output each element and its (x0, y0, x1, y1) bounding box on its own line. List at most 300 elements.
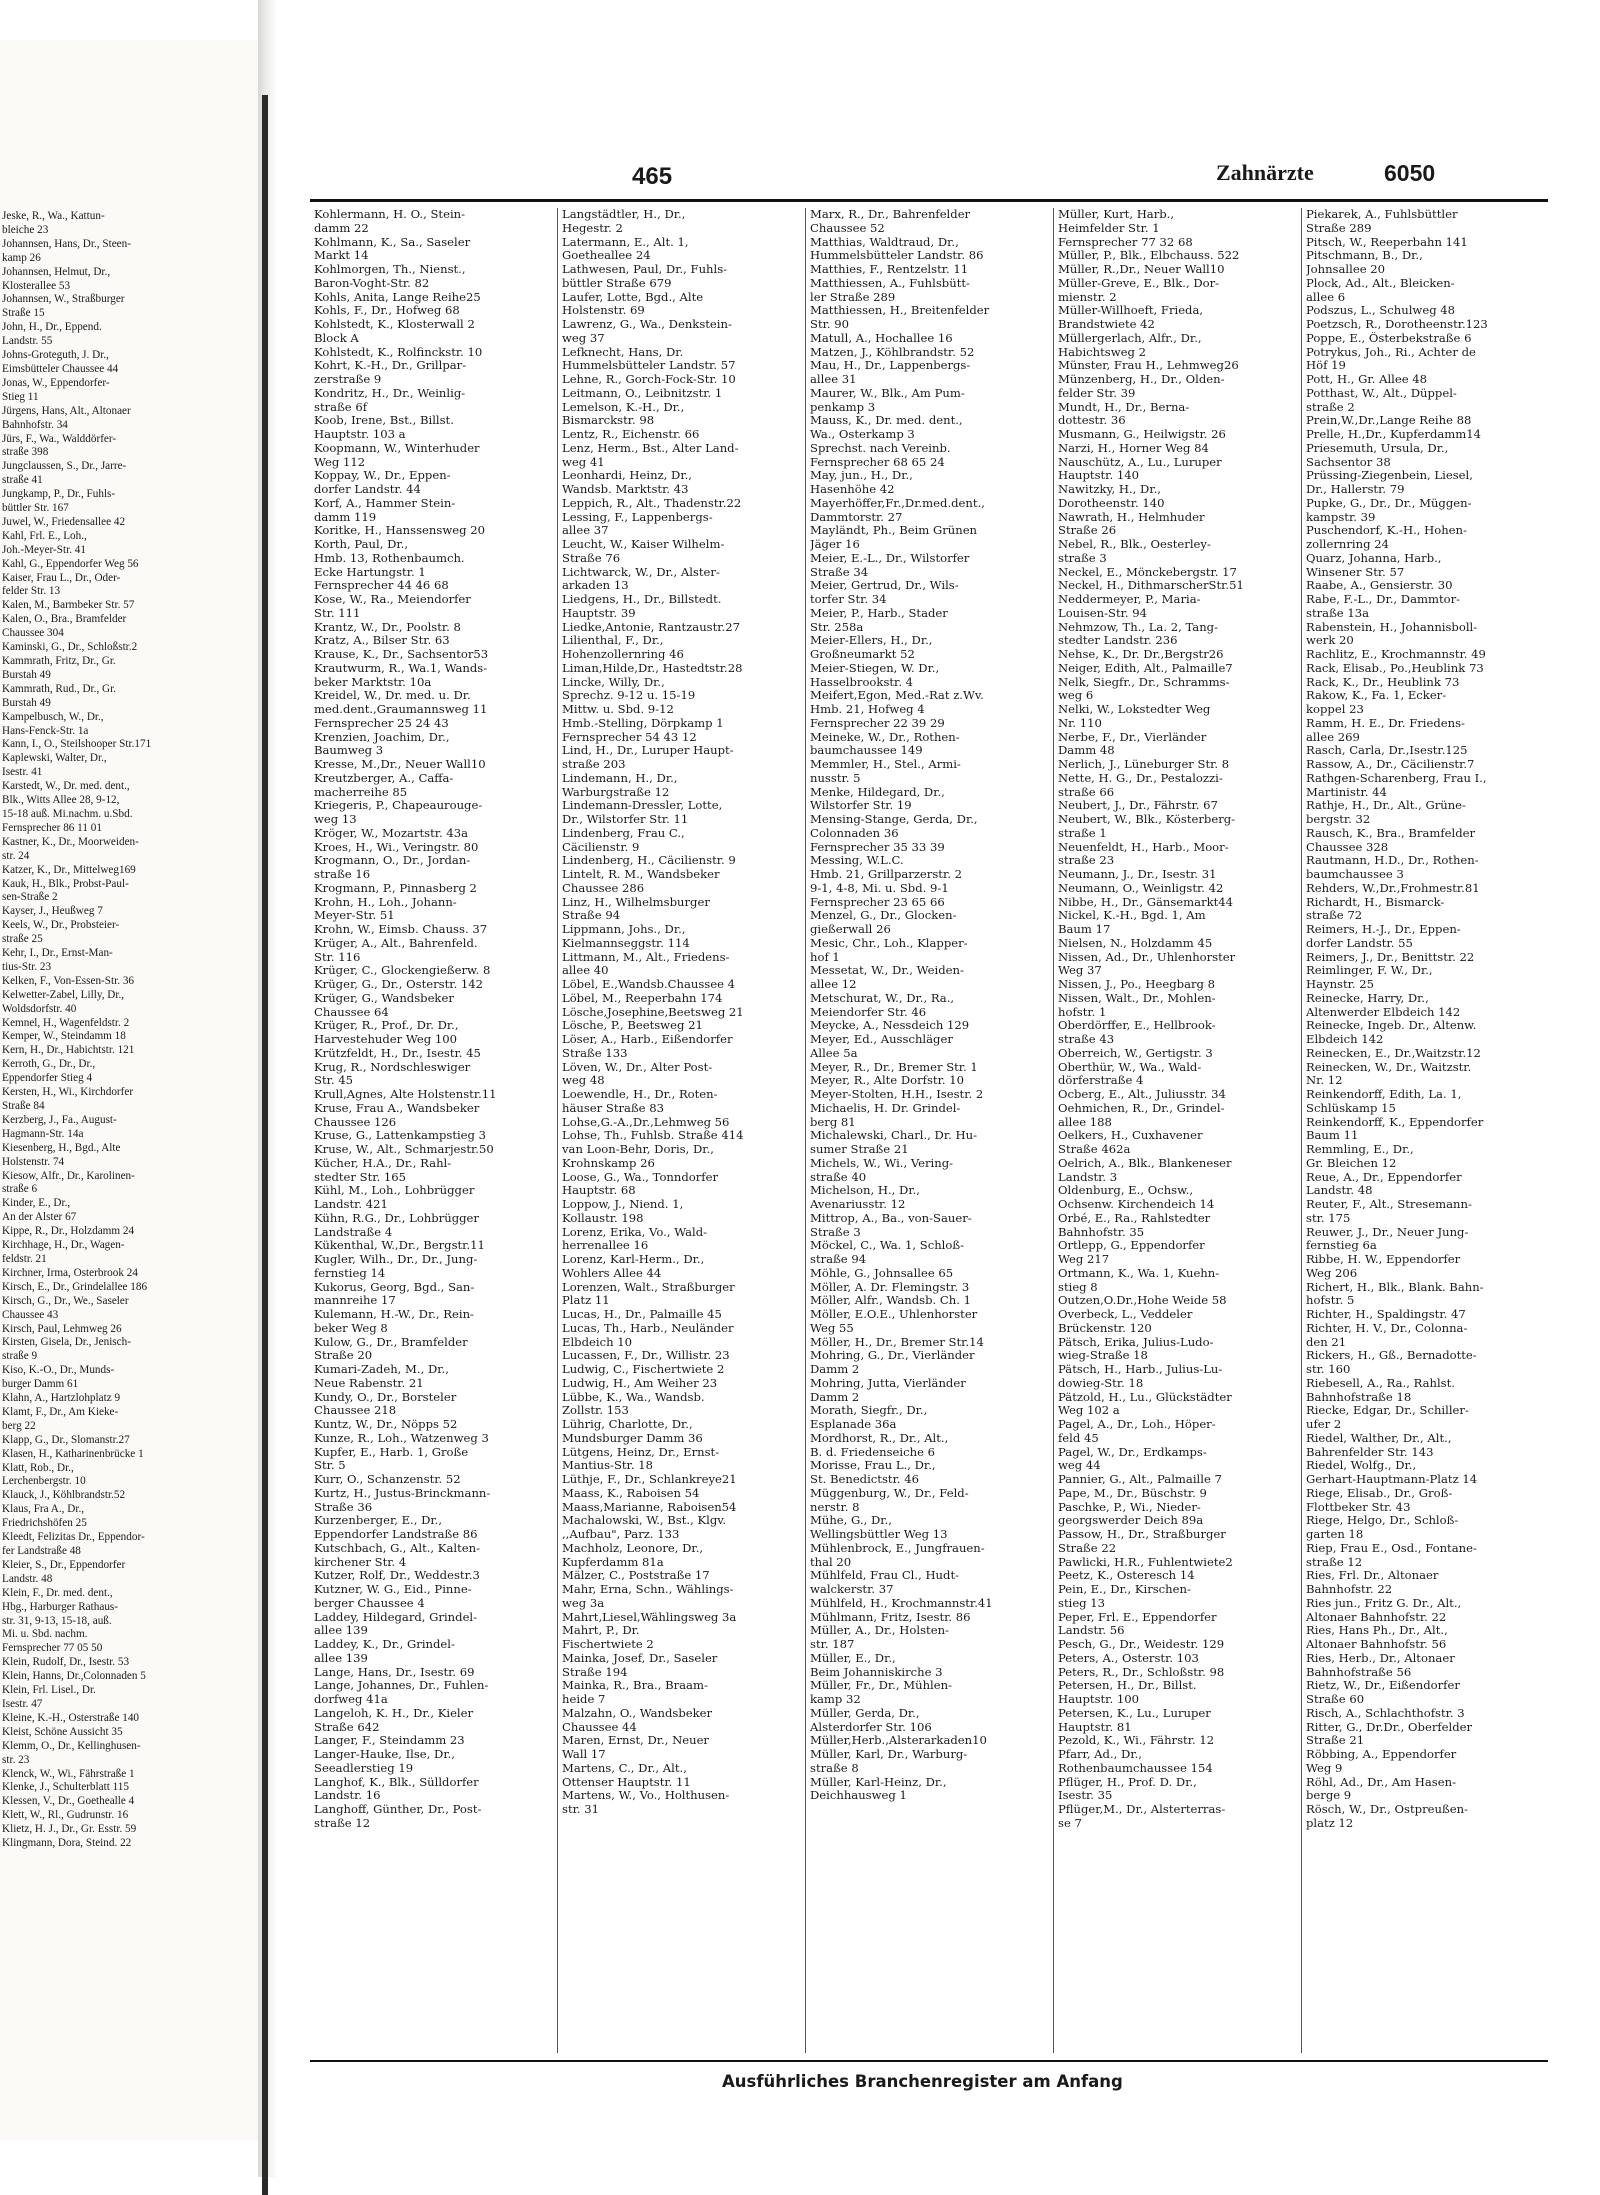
directory-entry-line: Reinecke, Harry, Dr., (1306, 991, 1429, 1005)
directory-entry-line: Prelle, H.,Dr., Kupferdamm14 (1306, 428, 1482, 441)
directory-entry-line: Michels, W., Wi., Vering- (810, 1156, 954, 1170)
directory-entry-line: Straße 15 (2, 307, 45, 320)
directory-entry-line: Weg 102 a (1058, 1404, 1120, 1418)
directory-entry-line: Lindenberg, Frau C., (562, 826, 685, 840)
directory-entry-line: Kirchner, Irma, Osterbrook 24 (2, 1266, 138, 1279)
column-4 (1054, 208, 1302, 2053)
directory-entry-line: Klein, Rudolf, Dr., Isestr. 53 (2, 1656, 130, 1669)
directory-entry-line: Kücher, H.A., Dr., Rahl- (314, 1156, 452, 1170)
directory-entry-line: Kammrath, Fritz, Dr., Gr. (2, 655, 116, 667)
directory-entry-line: Klessen, V., Dr., Goethealle 4 (2, 1795, 135, 1808)
directory-entry-line: Klemm, O., Dr., Kellinghusen- (2, 1739, 141, 1752)
directory-entry-line: Koob, Irene, Bst., Billst. (314, 414, 454, 428)
directory-entry-line: Lindemann, H., Dr., (562, 771, 678, 785)
directory-entry-line: Pflüger,M., Dr., Alsterterras- (1058, 1803, 1226, 1816)
directory-entry-line: Machholz, Leonore, Dr., (562, 1541, 704, 1555)
directory-entry-line: John, H., Dr., Eppend. (2, 321, 102, 334)
directory-entry-line: Lüthje, F., Dr., Schlankreye21 (562, 1473, 737, 1486)
directory-entry-line: Möller, A. Dr. Flemingstr. 3 (810, 1280, 970, 1294)
directory-entry-line: Beim Johanniskirche 3 (810, 1665, 943, 1679)
directory-entry-line: straße 41 (2, 474, 43, 487)
directory-entry-line: Kleine, K.-H., Osterstraße 140 (2, 1711, 140, 1724)
directory-entry-line: Ries jun., Fritz G. Dr., Alt., (1306, 1596, 1462, 1610)
directory-entry-line: kamp 32 (810, 1693, 861, 1706)
directory-entry-line: Kahl, Frl. E., Loh., (2, 529, 87, 542)
directory-entry-line: Matthiessen, H., Breitenfelder (810, 304, 990, 318)
directory-entry-line: allee 269 (1306, 730, 1360, 744)
directory-entry-line: Rabenstein, H., Johannisboll- (1306, 620, 1478, 634)
directory-entry-line: Dr., Hallerstr. 79 (1306, 483, 1405, 496)
directory-entry-line: allee 12 (810, 978, 857, 991)
directory-entry-line: Lütgens, Heinz, Dr., Ernst- (562, 1445, 720, 1459)
directory-entry-line: Plock, Ad., Alt., Bleicken- (1306, 276, 1455, 290)
directory-entry-line: Prüssing-Ziegenbein, Liesel, (1306, 469, 1473, 483)
directory-entry-line: Kiesenberg, H., Bgd., Alte (2, 1141, 121, 1154)
directory-entry-line: Goetheallee 24 (562, 249, 651, 263)
directory-entry-line: Linz, H., Wilhelmsburger (562, 895, 710, 909)
directory-entry-line: Kreutzberger, A., Caffa- (314, 771, 454, 785)
directory-entry-line: Peters, A., Osterstr. 103 (1058, 1651, 1199, 1665)
directory-entry-line: Müller, P., Blk., Elbchauss. 522 (1058, 249, 1240, 263)
directory-entry-line: Fernsprecher 22 39 29 (810, 716, 945, 730)
directory-entry-line: Krause, K., Dr., Sachsentor53 (314, 648, 489, 661)
directory-entry-line: Meineke, W., Dr., Rothen- (810, 730, 960, 744)
directory-entry-line: Rothenbaumchaussee 154 (1058, 1761, 1213, 1775)
directory-columns (310, 208, 1550, 2053)
directory-entry-line: Landstr. 3 (1058, 1170, 1118, 1184)
directory-entry-line: Laddey, K., Dr., Grindel- (314, 1638, 455, 1651)
directory-entry-line: Klaus, Fra A., Dr., (2, 1503, 85, 1516)
directory-entry-line: Maurer, W., Blk., Am Pum- (810, 386, 965, 400)
directory-entry-line: Dorotheenstr. 140 (1058, 496, 1165, 510)
directory-entry-line: Wandsb. Marktstr. 43 (562, 483, 689, 496)
directory-entry-line: Damm 2 (810, 1390, 860, 1404)
directory-entry-line: Gerhart-Hauptmann-Platz 14 (1306, 1473, 1478, 1486)
directory-entry-line: Lindemann-Dressler, Lotte, (562, 799, 723, 813)
directory-entry-line: Matthiessen, A., Fuhlsbütt- (810, 276, 970, 290)
directory-entry-line: Müller, E., Dr., (810, 1651, 896, 1665)
directory-entry-line: Rehders, W.,Dr.,Frohmestr.81 (1306, 881, 1480, 895)
page-number: 465 (632, 163, 673, 190)
directory-entry-line: Leppich, R., Alt., Thadenstr.22 (562, 496, 742, 510)
directory-entry-line: Hauptstr. 103 a (314, 428, 406, 441)
directory-entry-line: sen-Straße 2 (2, 891, 58, 904)
directory-entry-line: Klamt, F., Dr., Am Kieke- (2, 1405, 119, 1418)
directory-entry-line: Wilstorfer Str. 19 (810, 799, 912, 813)
directory-entry-line: Müller, Karl, Dr., Warburg- (810, 1748, 968, 1761)
directory-entry-line: Klosterallee 53 (2, 279, 71, 292)
directory-entry-line: May, jun., H., Dr., (810, 469, 913, 483)
directory-entry-line: straße 23 (1058, 854, 1115, 868)
directory-entry-line: Mühlfeld, H., Krochmannstr.41 (810, 1596, 993, 1610)
directory-entry-line: Kutzer, Rolf, Dr., Weddestr.3 (314, 1569, 480, 1583)
directory-entry-line: Meier, E.-L., Dr., Wilstorfer (810, 551, 970, 565)
directory-entry-line: Krogmann, P., Pinnasberg 2 (314, 881, 477, 895)
directory-entry-line: hof 1 (810, 950, 840, 964)
directory-entry-line: Straße 194 (562, 1665, 628, 1679)
directory-entry-line: Liedke,Antonie, Rantzaustr.27 (562, 620, 740, 634)
directory-entry-line: Maren, Ernst, Dr., Neuer (562, 1734, 709, 1748)
directory-entry-line: Pätzold, H., Lu., Glückstädter (1058, 1390, 1232, 1404)
directory-entry-line: Burstah 49 (2, 696, 51, 709)
directory-entry-line: Jürgens, Hans, Alt., Altonaer (2, 404, 131, 417)
directory-entry-line: Karstedt, W., Dr. med. dent., (2, 780, 130, 793)
left-facing-page (0, 40, 262, 2140)
directory-entry-line: Kohlermann, H. O., Stein- (314, 208, 466, 221)
directory-entry-line: Nr. 110 (1058, 716, 1102, 730)
directory-entry-line: Peetz, K., Osteresch 14 (1058, 1569, 1195, 1583)
directory-entry-line: Krohn, W., Eimsb. Chauss. 37 (314, 923, 488, 936)
directory-entry-line: Kohlmorgen, Th., Nienst., (314, 263, 466, 276)
directory-entry-line: Friedrichshöfen 25 (2, 1517, 87, 1530)
page-code: 6050 (1384, 160, 1436, 186)
directory-entry-line: Mahrt,Liesel,Wählingsweg 3a (562, 1610, 737, 1624)
directory-entry-line: Rickers, H., Gß., Bernadotte- (1306, 1349, 1477, 1363)
directory-entry-line: Ecke Hartungstr. 1 (314, 565, 426, 579)
directory-entry-line: Löbel, M., Reeperbahn 174 (562, 991, 723, 1005)
directory-entry-line: Chaussee 43 (2, 1308, 59, 1321)
directory-entry-line: Jungclaussen, S., Dr., Jarre- (2, 460, 127, 473)
directory-entry-line: Kose, W., Ra., Meiendorfer (314, 593, 471, 606)
directory-entry-line: Riedel, Walther, Dr., Alt., (1306, 1431, 1452, 1445)
directory-entry-line: Altonaer Bahnhofstr. 56 (1306, 1638, 1447, 1651)
directory-entry-line: Ochsenw. Kirchendeich 14 (1058, 1198, 1215, 1211)
directory-entry-line: Müggenburg, W., Dr., Feld- (810, 1486, 969, 1500)
directory-entry-line: Straße 642 (314, 1720, 380, 1734)
directory-entry-line: Mundsburger Damm 36 (562, 1431, 703, 1445)
directory-entry-line: Lintelt, R. M., Wandsbeker (562, 868, 720, 881)
directory-entry-line: Müller, Gerda, Dr., (810, 1706, 920, 1720)
directory-entry-line: Röhl, Ad., Dr., Am Hasen- (1306, 1775, 1456, 1789)
directory-entry-line: Hbg., Harburger Rathaus- (2, 1600, 118, 1613)
directory-entry-line: ,,Aufbau", Parz. 133 (562, 1528, 680, 1541)
directory-entry-line: Klasen, H., Katharinenbrücke 1 (2, 1447, 144, 1460)
directory-entry-line: Marx, R., Dr., Bahrenfelder (810, 208, 971, 221)
directory-entry-line: Pezold, K., Wi., Fährstr. 12 (1058, 1734, 1215, 1748)
directory-entry-line: Langhoff, Günther, Dr., Post- (314, 1803, 482, 1816)
directory-entry-line: Podszus, L., Schulweg 48 (1306, 304, 1456, 318)
directory-entry-line: Mühlmann, Fritz, Isestr. 86 (810, 1610, 971, 1624)
directory-entry-line: Möhle, G., Johnsallee 65 (810, 1266, 954, 1280)
directory-entry-line: Wellingsbüttler Weg 13 (810, 1528, 948, 1541)
directory-entry-line: Chaussee 328 (1306, 840, 1389, 854)
page-edge-shadow (262, 95, 268, 2195)
directory-entry-line: Pflüger, H., Prof. D. Dr., (1058, 1775, 1197, 1789)
directory-entry-line: Richter, H., Spaldingstr. 47 (1306, 1308, 1466, 1321)
directory-entry-line: Krüger, C., Glockengießerw. 8 (314, 964, 491, 978)
directory-entry-line: Mühlenbrock, E., Jungfrauen- (810, 1541, 985, 1555)
directory-entry-line: Rack, K., Dr., Heublink 73 (1306, 675, 1460, 689)
directory-entry-line: stieg 13 (1058, 1596, 1106, 1610)
directory-entry-line: Machalowski, W., Bst., Klgv. (562, 1514, 727, 1528)
directory-entry-line: 15-18 auß. Mi.nachm. u.Sbd. (2, 807, 133, 820)
directory-entry-line: Neddermeyer, P., Maria- (1058, 593, 1201, 606)
directory-entry-line: Hummelsbütteler Landstr. 57 (562, 359, 736, 373)
directory-entry-line: Haynstr. 25 (1306, 978, 1375, 991)
directory-entry-line: Müller, A., Dr., Holsten- (810, 1624, 949, 1638)
directory-entry-line: Michaelis, H. Dr. Grindel- (810, 1101, 961, 1115)
directory-entry-line: Krantz, W., Dr., Poolstr. 8 (314, 620, 461, 634)
directory-entry-line: baumchaussee 149 (810, 744, 923, 758)
directory-entry-line: Kohlmann, K., Sa., Saseler (314, 235, 471, 249)
directory-entry-line: Mahrt, P., Dr. (562, 1624, 640, 1638)
directory-entry-line: Hauptstr. 81 (1058, 1720, 1132, 1734)
directory-entry-line: Mantius-Str. 18 (562, 1459, 653, 1473)
directory-entry-line: Kelken, F., Von-Essen-Str. 36 (2, 974, 135, 987)
directory-entry-line: Orbé, E., Ra., Rahlstedter (1058, 1211, 1211, 1225)
directory-entry-line: Lefknecht, Hans, Dr. (562, 345, 684, 359)
directory-entry-line: Nehse, K., Dr. Dr.,Bergstr26 (1058, 648, 1224, 661)
directory-entry-line: Morisse, Frau L., Dr., (810, 1459, 936, 1473)
directory-entry-line: Meyer, Ed., Ausschläger (810, 1033, 953, 1046)
directory-entry-line: Markt 14 (314, 249, 369, 263)
directory-entry-line: sumer Straße 21 (810, 1143, 909, 1156)
directory-entry-line: Isestr. 41 (2, 766, 43, 779)
directory-entry-line: Metschurat, W., Dr., Ra., (810, 991, 955, 1005)
directory-entry-line: Neumann, J., Dr., Isestr. 31 (1058, 868, 1217, 881)
directory-entry-line: Fernsprecher 86 11 01 (2, 821, 102, 834)
directory-entry-line: Block A (314, 331, 359, 345)
directory-entry-line: Hegestr. 2 (562, 221, 623, 235)
directory-entry-line: se 7 (1058, 1816, 1082, 1830)
directory-entry-line: Chaussee 52 (810, 221, 885, 235)
directory-entry-line: Hauptstr. 140 (1058, 469, 1139, 483)
directory-entry-line: Zollstr. 153 (562, 1404, 629, 1418)
directory-entry-line: Hauptstr. 68 (562, 1184, 636, 1198)
directory-entry-line: Müller-Willhoeft, Frieda, (1058, 304, 1204, 318)
directory-entry-line: Colonnaden 36 (810, 826, 899, 840)
directory-entry-line: beker Marktstr. 10a (314, 675, 432, 689)
directory-entry-line: Landstr. 56 (1058, 1624, 1125, 1638)
directory-entry-line: Mi. u. Sbd. nachm. (2, 1628, 88, 1641)
directory-entry-line: Kippe, R., Dr., Holzdamm 24 (2, 1225, 135, 1238)
directory-entry-line: Klahn, A., Hartzlohplatz 9 (2, 1392, 121, 1405)
directory-entry-line: Reuter, F., Alt., Stresemann- (1306, 1198, 1472, 1211)
directory-entry-line: gießerwall 26 (810, 923, 891, 936)
directory-entry-line: Elbdeich 10 (562, 1335, 632, 1349)
directory-entry-line: Seeadlerstieg 19 (314, 1761, 414, 1775)
directory-entry-line: Landstr. 48 (1306, 1184, 1373, 1198)
directory-entry-line: St. Benedictstr. 46 (810, 1473, 919, 1486)
directory-entry-line: Rausch, K., Bra., Bramfelder (1306, 826, 1476, 840)
directory-entry-line: Loose, G., Wa., Tonndorfer (562, 1170, 719, 1184)
directory-entry-line: Mohring, Jutta, Vierländer (810, 1376, 966, 1390)
directory-entry-line: Laddey, Hildegard, Grindel- (314, 1610, 478, 1624)
directory-entry-line: str. 187 (810, 1638, 855, 1651)
directory-entry-line: dowieg-Str. 18 (1058, 1376, 1144, 1390)
directory-entry-line: Avenariusstr. 12 (810, 1198, 906, 1211)
directory-entry-line: Nr. 12 (1306, 1074, 1343, 1088)
directory-entry-line: garten 18 (1306, 1528, 1364, 1541)
directory-entry-line: straße 43 (1058, 1033, 1115, 1046)
directory-entry-line: torfer Str. 34 (810, 593, 887, 606)
footer-rule (310, 2060, 1548, 2062)
directory-entry-line: Klein, Hanns, Dr.,Colonnaden 5 (2, 1670, 146, 1683)
directory-entry-line: Landstraße 4 (314, 1225, 393, 1239)
directory-entry-line: Isestr. 35 (1058, 1789, 1113, 1803)
directory-entry-line: kirchener Str. 4 (314, 1555, 407, 1569)
directory-entry-line: straße 203 (562, 758, 626, 771)
directory-entry-line: Straße 21 (1306, 1734, 1365, 1748)
directory-entry-line: Leonhardi, Heinz, Dr., (562, 469, 692, 483)
directory-entry-line: Kohlstedt, K., Klosterwall 2 (314, 318, 475, 331)
directory-entry-line: Bahnhofstr. 35 (1058, 1225, 1145, 1239)
directory-entry-line: Kohlstedt, K., Rolfinckstr. 10 (314, 345, 483, 359)
directory-entry-line: Kurtz, H., Justus-Brinckmann- (314, 1486, 491, 1500)
directory-entry-line: Hans-Fenck-Str. 1a (2, 724, 89, 737)
directory-entry-line: Kelwetter-Zabel, Lilly, Dr., (2, 988, 125, 1001)
directory-entry-line: Lucas, Th., Harb., Neuländer (562, 1321, 734, 1335)
directory-entry-line: Riebesell, A., Ra., Rahlst. (1306, 1376, 1455, 1390)
directory-entry-line: Müller, Fr., Dr., Mühlen- (810, 1679, 952, 1693)
directory-entry-line: Lippmann, Johs., Dr., (562, 923, 686, 936)
directory-entry-line: Hmb. 13, Rothenbaumch. (314, 551, 465, 565)
directory-entry-line: Fernsprecher 23 65 66 (810, 895, 945, 909)
directory-entry-line: Heimfelder Str. 1 (1058, 221, 1160, 235)
directory-entry-line: Krohn, H., Loh., Johann- (314, 895, 457, 909)
directory-entry-line: Mesic, Chr., Loh., Klapper- (810, 936, 968, 950)
directory-entry-line: Kollaustr. 198 (562, 1211, 644, 1225)
directory-entry-line: straße 66 (1058, 785, 1115, 799)
directory-entry-line: Nibbe, H., Dr., Gänsemarkt44 (1058, 895, 1234, 909)
directory-entry-line: Fernsprecher 44 46 68 (314, 579, 449, 593)
directory-entry-line: Meifert,Egon, Med.-Rat z.Wv. (810, 689, 984, 703)
directory-entry-line: Sprechst. nach Vereinb. (810, 441, 951, 455)
directory-entry-line: Reinecken, W., Dr., Waitzstr. (1306, 1060, 1472, 1074)
directory-entry-line: Landstr. 421 (314, 1198, 388, 1211)
directory-entry-line: büttler Straße 679 (562, 276, 672, 290)
directory-entry-line: walckerstr. 37 (810, 1583, 894, 1596)
directory-entry-line: Bahrenfelder Str. 143 (1306, 1445, 1434, 1459)
directory-entry-line: Menke, Hildegard, Dr., (810, 785, 945, 799)
directory-entry-line: Poppe, E., Österbekstraße 6 (1306, 331, 1472, 345)
directory-entry-line: Weg 55 (810, 1321, 854, 1335)
directory-entry-line: bleiche 23 (2, 223, 49, 236)
directory-entry-line: Rösch, W., Dr., Ostpreußen- (1306, 1803, 1468, 1816)
directory-entry-line: Straße 289 (1306, 221, 1372, 235)
directory-entry-line: Littmann, M., Alt., Friedens- (562, 950, 730, 964)
directory-entry-line: Reinkendorff, K., Eppendorfer (1306, 1115, 1484, 1129)
directory-entry-line: Jürs, F., Wa., Walddörfer- (2, 432, 117, 445)
directory-entry-line: Kerroth, G., Dr., Dr., (2, 1058, 96, 1071)
directory-entry-line: Kulemann, H.-W., Dr., Rein- (314, 1308, 474, 1321)
directory-entry-line: Isestr. 47 (2, 1697, 43, 1710)
directory-entry-line: herrenallee 16 (562, 1239, 649, 1253)
directory-entry-line: Latermann, E., Alt. 1, (562, 235, 689, 249)
directory-entry-line: Neubert, J., Dr., Fährstr. 67 (1058, 799, 1218, 813)
directory-entry-line: Krüger, G., Wandsbeker (314, 991, 454, 1005)
directory-entry-line: Kulow, G., Dr., Bramfelder (314, 1335, 468, 1349)
directory-entry-line: Mittw. u. Sbd. 9-12 (562, 703, 674, 716)
directory-entry-line: Menzel, G., Dr., Glocken- (810, 909, 957, 923)
directory-entry-line: Sprechz. 9-12 u. 15-19 (562, 689, 696, 703)
directory-entry-line: Liman,Hilde,Dr., Hastedtstr.28 (562, 661, 743, 675)
directory-entry-line: Pagel, A., Dr., Loh., Höper- (1058, 1418, 1216, 1431)
directory-entry-line: stedter Landstr. 236 (1058, 634, 1178, 648)
directory-entry-line: Hummelsbütteler Landstr. 86 (810, 249, 984, 263)
directory-entry-line: Lorenz, Karl-Herm., Dr., (562, 1253, 705, 1266)
directory-entry-line: str. 31, 9-13, 15-18, auß. (2, 1614, 112, 1627)
directory-entry-line: Peper, Frl. E., Eppendorfer (1058, 1610, 1217, 1624)
directory-entry-line: Warburgstraße 12 (562, 785, 670, 799)
directory-entry-line: straße 72 (1306, 909, 1363, 923)
directory-entry-line: Krüger, A., Alt., Bahrenfeld. (314, 936, 478, 950)
directory-entry-line: Kammrath, Rud., Dr., Gr. (2, 682, 117, 695)
directory-entry-line: allee 31 (810, 373, 857, 386)
directory-entry-line: Kinder, E., Dr., (2, 1197, 71, 1210)
directory-entry-line: Lorenzen, Walt., Straßburger (562, 1280, 735, 1294)
directory-entry-line: Kleist, Schöne Aussicht 35 (2, 1725, 123, 1738)
directory-entry-line: Poetzsch, R., Dorotheenstr.123 (1306, 318, 1488, 331)
directory-entry-line: Straße 76 (562, 551, 621, 565)
directory-entry-line: werk 20 (1306, 634, 1354, 648)
directory-entry-line: Kurzenberger, E., Dr., (314, 1514, 443, 1528)
directory-entry-line: Keels, W., Dr., Probsteier- (2, 919, 120, 932)
directory-entry-line: Puschendorf, K.-H., Hohen- (1306, 524, 1467, 538)
directory-entry-line: Leucht, W., Kaiser Wilhelm- (562, 538, 725, 551)
directory-entry-line: mienstr. 2 (1058, 290, 1117, 304)
column-1 (310, 208, 558, 2053)
directory-entry-line: allee 139 (314, 1624, 368, 1638)
directory-entry-line: beker Weg 8 (314, 1321, 388, 1335)
directory-entry-line: Kaminski, G., Dr., Schloßstr.2 (2, 641, 138, 654)
directory-entry-line: Neckel, H., DithmarscherStr.51 (1058, 579, 1244, 593)
directory-entry-line: Raabe, A., Gensierstr. 30 (1306, 579, 1453, 593)
directory-entry-line: Holstenstr. 74 (2, 1155, 65, 1168)
directory-entry-line: Weg 206 (1306, 1266, 1358, 1280)
directory-entry-line: fernstieg 6a (1306, 1239, 1377, 1253)
directory-entry-line: felder Str. 39 (1058, 386, 1136, 400)
directory-entry-line: penkamp 3 (810, 400, 876, 414)
directory-entry-line: dottestr. 36 (1058, 414, 1126, 428)
directory-entry-line: Loppow, J., Niend. 1, (562, 1198, 684, 1211)
directory-entry-line: Hmb. 21, Grillparzerstr. 2 (810, 868, 962, 881)
directory-entry-line: Straße 133 (562, 1046, 628, 1060)
directory-entry-line: fernstieg 14 (314, 1266, 386, 1280)
directory-entry-line: Piekarek, A., Fuhlsbüttler (1306, 208, 1458, 221)
directory-entry-line: Hauptstr. 100 (1058, 1693, 1139, 1706)
directory-entry-line: Ludwig, H., Am Weiher 23 (562, 1376, 718, 1390)
directory-entry-line: Platz 11 (562, 1294, 610, 1308)
directory-entry-line: Paschke, P., Wi., Nieder- (1058, 1500, 1201, 1514)
directory-entry-line: Musmann, G., Heilwigstr. 26 (1058, 428, 1226, 441)
directory-entry-line: Reimers, H.-J., Dr., Eppen- (1306, 923, 1461, 936)
directory-entry-line: Harvestehuder Weg 100 (314, 1033, 457, 1046)
directory-entry-line: Meier-Ellers, H., Dr., (810, 634, 933, 648)
directory-entry-line: Malzahn, O., Wandsbeker (562, 1706, 713, 1720)
directory-entry-line: Mahr, Erna, Schn., Wählings- (562, 1583, 734, 1596)
directory-entry-line: Mälzer, C., Poststraße 17 (562, 1569, 710, 1583)
directory-entry-line: straße 3 (1058, 551, 1107, 565)
directory-entry-line: Hmb.-Stelling, Dörpkamp 1 (562, 716, 724, 730)
directory-entry-line: Str. 258a (810, 620, 864, 634)
directory-entry-line: Müller-Greve, E., Blk., Dor- (1058, 276, 1220, 290)
directory-entry-line: berg 81 (810, 1115, 856, 1129)
directory-entry-line: str. 23 (2, 1753, 30, 1766)
directory-entry-line: Kurr, O., Schanzenstr. 52 (314, 1473, 461, 1486)
column-3 (806, 208, 1054, 2053)
directory-entry-line: Potrykus, Joh., Ri., Achter de (1306, 345, 1476, 359)
directory-entry-line: Meier, Gertrud, Dr., Wils- (810, 579, 959, 593)
directory-entry-line: Klein, F., Dr. med. dent., (2, 1586, 113, 1599)
directory-entry-line: Ribbe, H. W., Eppendorfer (1306, 1253, 1461, 1266)
directory-entry-line: Weg 217 (1058, 1253, 1110, 1266)
directory-entry-line: Memmler, H., Stel., Armi- (810, 758, 961, 771)
directory-entry-line: felder Str. 13 (2, 585, 61, 598)
directory-entry-line: Nauschütz, A., Lu., Luruper (1058, 455, 1222, 469)
directory-entry-line: Schlüskamp 15 (1306, 1101, 1396, 1115)
directory-entry-line: Kröger, W., Mozartstr. 43a (314, 826, 469, 840)
